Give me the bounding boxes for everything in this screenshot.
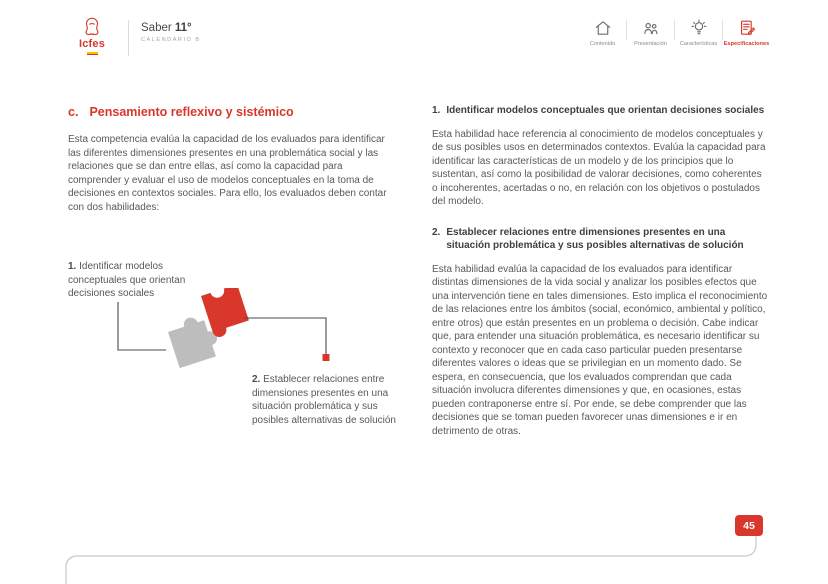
- ability-2-number: 2.: [432, 226, 441, 238]
- skill-2-number: 2.: [252, 374, 261, 385]
- skills-illustration: [68, 218, 396, 448]
- connector-end-marker: [323, 354, 330, 361]
- people-icon: [641, 18, 661, 38]
- ability-1-body: Esta habilidad hace referencia al conocimiento de modelos conceptuales y de sus posibles usos en determinados contextos. Evalúa la capacidad para identificar las características de un modelo y de los principios que lo sustentan, así como la posibilidad de valorar decisiones, como coherentes o incoherentes, acertadas o no, en relación con los objetivos o postulados del modelo.: [432, 128, 766, 207]
- colombia-flag-mark: [87, 52, 98, 55]
- document-subtitle: CALENDARIO B: [141, 37, 201, 43]
- bottom-decorative-curve: [0, 536, 828, 584]
- connector-line-right: [244, 318, 326, 354]
- title-prefix: Saber: [141, 22, 172, 34]
- skill-1-number: 1.: [68, 261, 77, 272]
- nav-item-contenido[interactable]: [579, 18, 626, 47]
- nav-item-presentacion[interactable]: [627, 18, 674, 47]
- home-icon: [593, 18, 613, 38]
- nav-label: Presentación: [634, 41, 667, 47]
- ability-1-number: 1.: [432, 105, 441, 116]
- ability-2-title: Establecer relaciones entre dimensiones presentes en una situación problemática y sus posibles alternativas de solución: [446, 226, 744, 251]
- nav-item-especificaciones[interactable]: [723, 18, 770, 47]
- document-title-block: [141, 16, 201, 43]
- spec-document-icon: [737, 18, 757, 38]
- lightbulb-icon: [689, 18, 709, 38]
- icfes-lion-icon: [81, 16, 103, 37]
- header-nav: [579, 16, 770, 47]
- left-column: [68, 104, 396, 448]
- ability-1-title: Identificar modelos conceptuales que orientan decisiones sociales: [446, 105, 765, 116]
- ability-section-2: [432, 226, 768, 439]
- header: [68, 16, 770, 56]
- red-puzzle-piece: [201, 288, 251, 339]
- icfes-logo: [68, 16, 116, 55]
- competency-heading: [68, 104, 390, 120]
- nav-label: Contenido: [589, 41, 616, 47]
- ability-1-heading: [432, 104, 768, 118]
- ability-2-body: Esta habilidad evalúa la capacidad de los evaluados para identificar distintas dimensiones de la vida social y analizar los posibles efectos que una intervención tiene en tales dimensiones. Esto implica el reconocimiento de las relaciones entre los ámbitos (social, económico, ambiental y político, entre otros) que están presentes en un problema o decisión. Cabe indicar que, para entender una situación problemática, es necesario identificar su contexto y reconocer que en cada caso particular pueden presentarse diferentes valores o ideas que se privilegian en un momento dado. Se espera, en consecuencia, que los evaluados comprendan que cada situación involucra diferentes dimensiones y que, en ocasiones, estas pueden contraponerse entre sí. Por ende, se debe comprender que las decisiones que se toman pueden favorecer unas dimensiones e ir en detrimento de otras.: [432, 263, 768, 437]
- nav-label: Especificaciones: [723, 41, 770, 47]
- nav-item-caracteristicas[interactable]: [675, 18, 722, 47]
- connector-line-left: [118, 302, 166, 350]
- title-grade: 11°: [174, 22, 192, 34]
- ability-section-1: [432, 104, 768, 209]
- page-number-badge: 45: [735, 515, 763, 536]
- competency-intro: Esta competencia evalúa la capacidad de los evaluados para identificar las diferentes dimensiones presentes en una problemática social y las relaciones que se dan entre ellas, así como la capacidad para comprender y evaluar el uso de modelos conceptuales en la toma de decisiones en contextos sociales. Para ello, los evaluados deben contar con dos habilidades:: [68, 134, 387, 213]
- skill-2-text: Establecer relaciones entre dimensiones presentes en una situación problemática y sus posibles alternativas de solución: [252, 374, 396, 426]
- heading-text: Pensamiento reflexivo y sistémico: [89, 105, 294, 119]
- document-title: [141, 22, 201, 34]
- heading-letter: c.: [68, 105, 79, 119]
- skill-1-text: Identificar modelos conceptuales que orientan decisiones sociales: [68, 261, 186, 299]
- nav-label: Características: [679, 41, 718, 47]
- brand-wordmark: Icfes: [78, 38, 106, 50]
- header-divider: [128, 20, 129, 56]
- right-column: [432, 104, 768, 438]
- ability-2-heading: [432, 226, 768, 253]
- skill-2-label: [252, 373, 410, 427]
